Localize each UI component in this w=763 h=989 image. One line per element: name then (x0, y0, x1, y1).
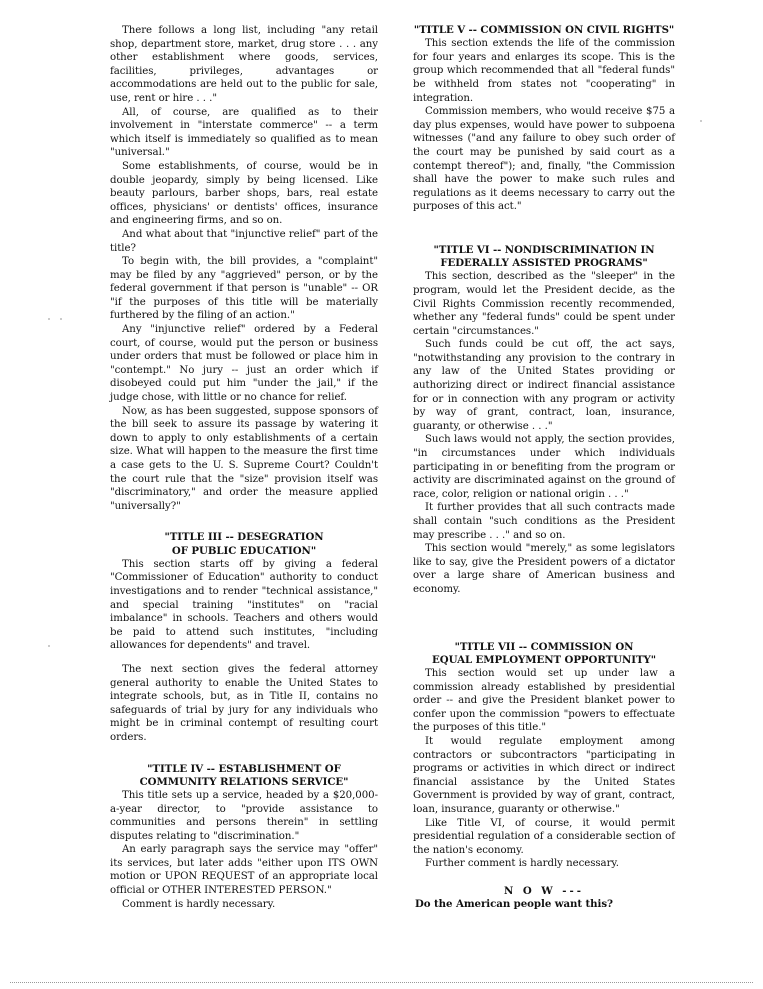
scan-speck (48, 318, 50, 320)
section-heading-title-iii: "TITLE III -- DESEGRATION OF PUBLIC EDUCATION" (164, 531, 324, 557)
section-heading-title-vi: "TITLE VI -- NONDISCRIMINATION IN FEDERALLY ASSISTED PROGRAMS" (433, 243, 655, 270)
paragraph: It further provides that all such contracts made shall contain "such conditions as the President may prescribe . . ." and so on. (413, 502, 675, 541)
paragraph: Like Title VI, of course, it would permit presidential regulation of a considerable section of the nation's economy. (413, 817, 675, 856)
paragraph: Now, as has been suggested, suppose sponsors of the bill seek to assure its passage by watering it down to apply to only establishments of a certain size. What will happen to the measure the first time a case gets to the U. S. Supreme Court? Couldn't the court rule that the "size" provision itself was "discriminatory," and order the measure applied "universally?" (110, 405, 378, 512)
section-heading-title-iv: "TITLE IV -- ESTABLISHMENT OF COMMUNITY RELATIONS SERVICE" (139, 762, 349, 788)
paragraph: It would regulate employment among contractors or subcontractors "participating in programs or activities in which direct or indirect financial assistance by the United States Government is provided by way of grant, contract, loan, insurance, guaranty or otherwise." (413, 735, 675, 815)
now-heading: N O W --- (504, 884, 584, 897)
paragraph: This section would "merely," as some legislators like to say, give the President powers of a dictator over a large share of American business and economy. (413, 543, 675, 595)
paragraph: To begin with, the bill provides, a "complaint" may be filed by any "aggrieved" person, or by the federal government if that person is "unable" -- OR "if the purposes of this title will be materially furthered by the filing of an action." (110, 256, 378, 322)
paragraph: Further comment is hardly necessary. (425, 858, 619, 870)
paragraph: Comment is hardly necessary. (122, 898, 276, 910)
paragraph: Some establishments, of course, would be in double jeopardy, simply by being licensed. Like beauty parlours, barber shops, bars, real estate offices, physicians' or dentists' offices, insurance and engineering firms, and so on. (110, 160, 378, 227)
paragraph: Commission members, who would receive $75 a day plus expenses, would have power to subpoena witnesses ("and any failure to obey such order of the court may be punished by said court as a contempt thereof"); and, finally, "the Commission shall have the power to make such rules and regulations as it deems necessary to carry out the purposes of this act." (413, 106, 675, 213)
paragraph: Such funds could be cut off, the act says, "notwithstanding any provision to the contrary in any law of the United States providing or authorizing direct or indirect financial assistance for or in connection with any program or activity by way of grant, contract, loan, insurance, guaranty, or otherwise . . ." (413, 339, 675, 432)
section-heading-title-vii: "TITLE VII -- COMMISSION ON EQUAL EMPLOYMENT OPPORTUNITY" (432, 640, 656, 666)
paragraph: Such laws would not apply, the section provides, "in circumstances under which individuals participating in or benefiting from the program or activity are discriminated against on the ground of race, color, religion or national origin . . ." (413, 434, 675, 500)
scan-speck (60, 318, 62, 320)
paragraph: This section starts off by giving a federal "Commissioner of Education" authority to conduct investigations and to render "technical assistance," and special training "institutes" on "racial imbalance" in schools. Teachers and others would be paid to attend such institutes, "including allowances for dependents" and travel. (110, 558, 378, 652)
paragraph: An early paragraph says the service may "offer" its services, but later adds "either upon ITS OWN motion or UPON REQUEST of an appropriate local official or OTHER INTERESTED PERSON." (110, 844, 378, 897)
paragraph: There follows a long list, including "any retail shop, department store, market, drug store . . . any other establishment where goods, services, facilities, privileges, advantages or accommodations are held out to the public for sale, use, rent or hire . . ." (110, 25, 378, 104)
paragraph: All, of course, are qualified as to their involvement in "interstate commerce" -- a term which itself is immediately so qualified as to mean "universal." (110, 106, 378, 159)
paragraph: This section extends the life of the commission for four years and enlarges its scope. This is the group which recommended that all "federal funds" be withheld from states not "cooperating" in integration. (413, 38, 675, 104)
left-column (110, 24, 378, 911)
section-heading-title-v: "TITLE V -- COMMISSION ON CIVIL RIGHTS" (413, 24, 675, 36)
paragraph: This section would set up under law a commission already established by presidential order -- and give the President blanket power to confer upon the commission "powers to effectuate the purposes of this title." (413, 667, 675, 734)
scan-speck (700, 120, 702, 122)
paragraph: And what about that "injunctive relief" part of the title? (110, 228, 378, 254)
paragraph: Any "injunctive relief" ordered by a Federal court, of course, would put the person or business under orders that must be followed or place him in "contempt." No jury -- just an order which if disobeyed could put him "under the jail," if the judge chose, with little or no chance for relief. (110, 324, 378, 404)
scan-speck (48, 645, 50, 647)
page-edge (10, 982, 753, 983)
paragraph: This title sets up a service, headed by a $20,000-a-year director, to "provide assistance to communities and persons therein" in settling disputes relating to "discrimination." (110, 789, 378, 842)
paragraph: The next section gives the federal attorney general authority to enable the United States to integrate schools, but, as in Title II, contains no safeguards of trial by jury for any individuals who might be in criminal contempt of resulting court orders. (110, 663, 378, 743)
right-column (413, 24, 675, 912)
paragraph: This section, described as the "sleeper" in the program, would let the President decide, as the Civil Rights Commission recently recommended, whether any "federal funds" could be spent under certain "circumstances." (413, 271, 675, 337)
closing-question: Do the American people want this? (415, 898, 613, 911)
